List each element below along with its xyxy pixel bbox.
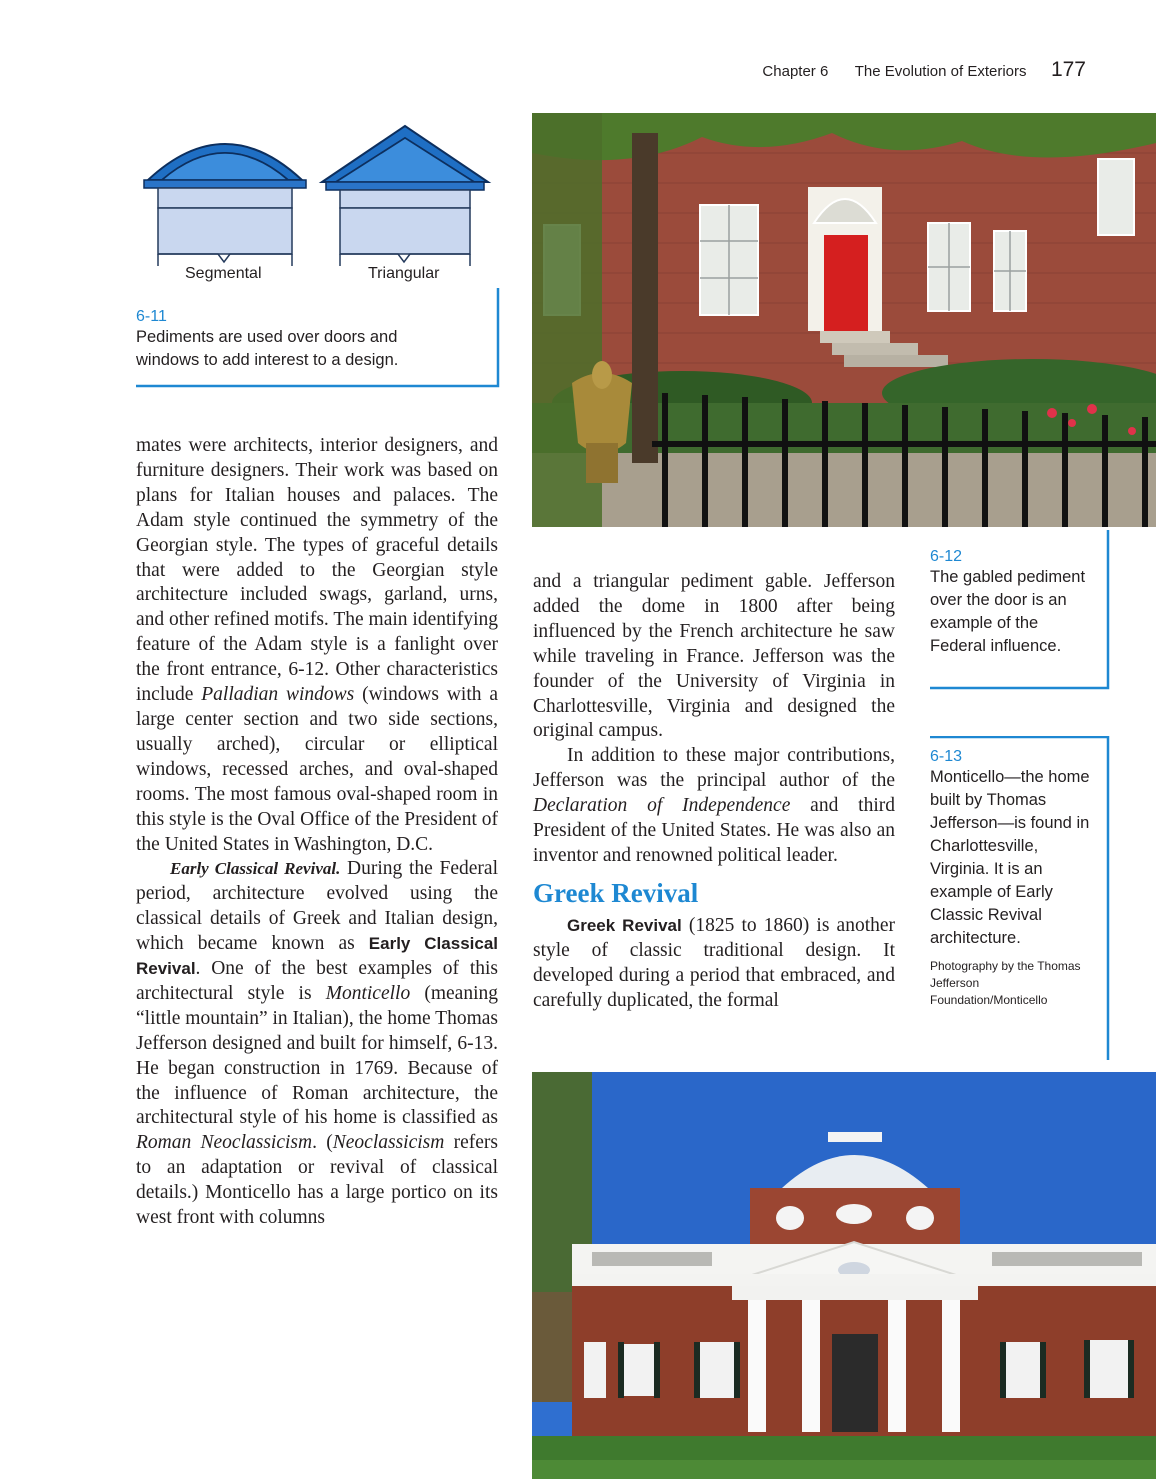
text-run: . One of the best examples of this architectural style is bbox=[136, 958, 498, 1004]
term-declaration: Declaration of Independence bbox=[533, 795, 791, 817]
chapter-label: Chapter 6 bbox=[762, 63, 829, 80]
text-run: mates were architects, interior designers, and furniture designers. Their work was based on plans for Italian houses and palaces. The Adam style continued the symmetry of the Georgian style. The types of graceful details that were added to the Georgian style architecture included swags, garland, urns, and other refined motifs. The main identifying feature of the Adam style is a fanlight over the front entrance, 6-12. Other characteristics include bbox=[136, 435, 498, 706]
text-run: (windows with a large center section and two side sections, usually arched), circular or elliptical windows, recessed arches, and oval-shaped rooms. The most famous oval-shaped room in this style is the Oval Office of the President of the United States in Washington, D.C. bbox=[136, 684, 498, 855]
term-neoclassicism: Neoclassicism bbox=[332, 1132, 445, 1154]
pediment-diagram bbox=[140, 120, 510, 270]
caption-6-13 bbox=[930, 736, 1110, 1060]
figure-caption: Monticello—the home built by Thomas Jefferson—is found in Charlottesville, Virginia. It is an example of Early Classic Revival architecture. bbox=[930, 768, 1090, 947]
term-palladian-windows: Palladian windows bbox=[201, 684, 355, 706]
text-run: . ( bbox=[312, 1132, 333, 1154]
photo-monticello bbox=[532, 1072, 1156, 1479]
section-heading-greek-revival: Greek Revival bbox=[533, 877, 699, 908]
paragraph-jefferson-dome bbox=[533, 570, 895, 744]
body-column-left bbox=[136, 434, 498, 1231]
paragraph-adam-style bbox=[136, 434, 498, 857]
figure-number: 6-13 bbox=[930, 748, 963, 765]
figure-caption: The gabled pediment over the door is an example of the Federal influence. bbox=[930, 568, 1086, 655]
term-monticello: Monticello bbox=[325, 982, 411, 1004]
text-run: and third President of the United States. He was also an inventor and renowned political leader. bbox=[533, 795, 895, 866]
triangular-label: Triangular bbox=[368, 265, 440, 282]
chapter-title: The Evolution of Exteriors bbox=[854, 63, 1027, 80]
segmental-label: Segmental bbox=[185, 265, 262, 282]
red-door-house-illustration bbox=[532, 113, 1156, 527]
paragraph-early-classical-revival bbox=[136, 857, 498, 1231]
page-number: 177 bbox=[1050, 58, 1086, 81]
paragraph-greek-revival bbox=[533, 914, 895, 1014]
figure-number: 6-11 bbox=[136, 308, 167, 325]
text-run: (1825 to 1860) is another style of classic traditional design. It developed during a period that embraced, and carefully duplicated, the formal bbox=[533, 914, 896, 1011]
text-run: (meaning “little mountain” in Italian), the home Thomas Jefferson designed and built for himself, 6-13. He began construction in 1769. Because of the influence of Roman architecture, the architectural style of his home is classified as bbox=[136, 982, 498, 1129]
paragraph-jefferson-contributions bbox=[533, 744, 895, 869]
photo-red-door-house bbox=[532, 113, 1156, 527]
running-head bbox=[762, 58, 1086, 82]
key-term: Greek Revival bbox=[567, 915, 682, 935]
photo-credit: Photography by the Thomas Jefferson Foundation/Monticello bbox=[930, 959, 1081, 1007]
triangular-pediment-drawing bbox=[322, 126, 488, 266]
segmental-pediment-drawing bbox=[144, 144, 306, 266]
caption-6-11 bbox=[136, 288, 500, 388]
figure-caption: Pediments are used over doors and windows to add interest to a design. bbox=[136, 328, 399, 369]
text-run: and a triangular pediment gable. Jefferson added the dome in 1800 after being influenced by the French architecture he saw while traveling in France. Jefferson was the founder of the University of Virginia in Charlottesville, Virginia and designed the original campus. bbox=[533, 571, 895, 742]
text-run: refers to an adaptation or revival of classical details.) Monticello has a large portico on its west front with columns bbox=[136, 1132, 498, 1229]
text-run: During the Federal period, architecture evolved using the classical details of Greek and Italian design, which became known as bbox=[136, 858, 498, 955]
body-column-middle bbox=[533, 570, 895, 1013]
runin-heading: Early Classical Revival. bbox=[170, 859, 341, 879]
text-run: In addition to these major contributions, Jefferson was the principal author of the bbox=[533, 745, 895, 792]
term-roman-neoclassicism: Roman Neoclassicism bbox=[136, 1132, 313, 1154]
key-term: Early Classical Revival bbox=[136, 934, 498, 979]
monticello-illustration bbox=[532, 1072, 1156, 1479]
caption-6-12 bbox=[930, 530, 1110, 690]
figure-number: 6-12 bbox=[930, 548, 963, 565]
